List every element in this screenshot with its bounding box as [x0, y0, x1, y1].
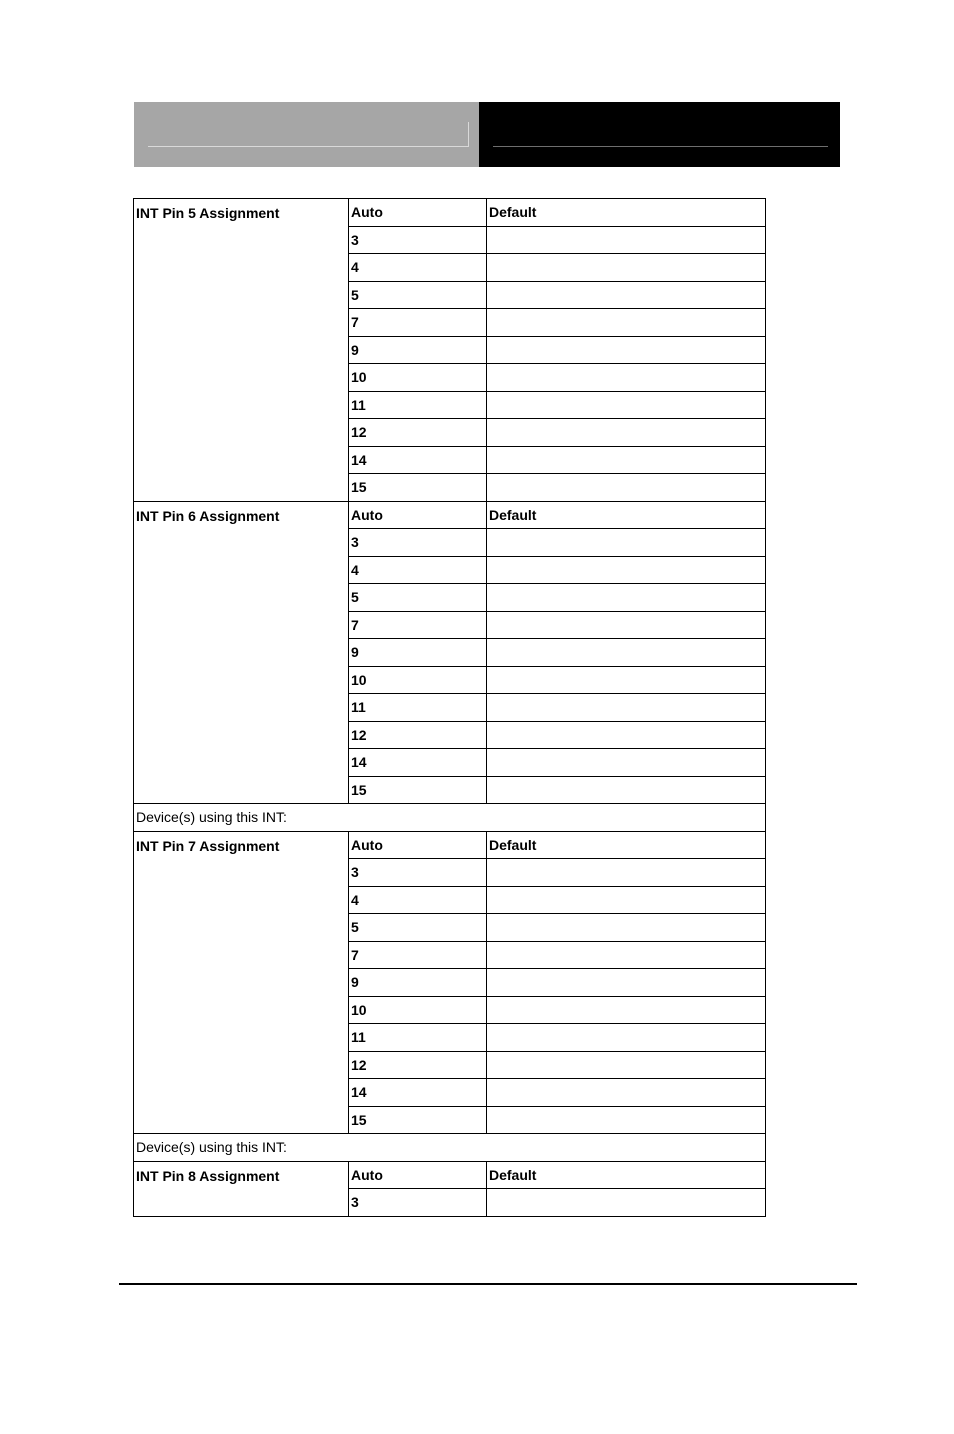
option-value: 4 [349, 254, 487, 282]
table-row [134, 199, 766, 227]
description-cell [487, 914, 766, 942]
description-cell [487, 391, 766, 419]
header-left-rule [148, 146, 469, 147]
option-value: 3 [349, 529, 487, 557]
option-value: 4 [349, 556, 487, 584]
option-value: 9 [349, 336, 487, 364]
option-value: 3 [349, 1189, 487, 1217]
header-left-band [134, 102, 479, 167]
description-cell [487, 309, 766, 337]
option-value: 14 [349, 749, 487, 777]
description-cell [487, 254, 766, 282]
option-value: 12 [349, 721, 487, 749]
option-value: 7 [349, 941, 487, 969]
default-marker: Default [487, 1161, 766, 1189]
option-value: 12 [349, 419, 487, 447]
description-cell [487, 336, 766, 364]
description-cell [487, 1189, 766, 1217]
option-value: 5 [349, 584, 487, 612]
option-value: 11 [349, 391, 487, 419]
description-cell [487, 419, 766, 447]
option-value: 15 [349, 776, 487, 804]
default-marker: Default [487, 831, 766, 859]
description-cell [487, 281, 766, 309]
header-left-tick [468, 122, 469, 147]
description-cell [487, 226, 766, 254]
description-cell [487, 694, 766, 722]
description-cell [487, 666, 766, 694]
setting-label: INT Pin 8 Assignment [134, 1161, 349, 1216]
option-value: 5 [349, 914, 487, 942]
header-right-band [479, 102, 840, 167]
description-cell [487, 721, 766, 749]
description-cell [487, 446, 766, 474]
devices-using-int-label: Device(s) using this INT: [134, 804, 766, 832]
option-value: 15 [349, 474, 487, 502]
option-value: 11 [349, 694, 487, 722]
option-value: 14 [349, 446, 487, 474]
devices-using-int-label: Device(s) using this INT: [134, 1134, 766, 1162]
setting-label: INT Pin 6 Assignment [134, 501, 349, 804]
description-cell [487, 969, 766, 997]
option-value: 10 [349, 996, 487, 1024]
option-value: 10 [349, 666, 487, 694]
description-cell [487, 1106, 766, 1134]
option-value: 14 [349, 1079, 487, 1107]
option-value: 10 [349, 364, 487, 392]
description-cell [487, 639, 766, 667]
default-marker: Default [487, 501, 766, 529]
description-cell [487, 1024, 766, 1052]
table-body [134, 199, 766, 1217]
description-cell [487, 941, 766, 969]
option-value: Auto [349, 831, 487, 859]
description-cell [487, 529, 766, 557]
int-pin-assignment-table [133, 198, 766, 1217]
description-cell [487, 584, 766, 612]
option-value: 7 [349, 611, 487, 639]
footer-rule [119, 1283, 857, 1285]
description-cell [487, 474, 766, 502]
setting-label: INT Pin 5 Assignment [134, 199, 349, 502]
option-value: Auto [349, 1161, 487, 1189]
description-cell [487, 859, 766, 887]
table-row [134, 831, 766, 859]
option-value: 5 [349, 281, 487, 309]
option-value: 12 [349, 1051, 487, 1079]
devices-row [134, 804, 766, 832]
option-value: 7 [349, 309, 487, 337]
description-cell [487, 776, 766, 804]
description-cell [487, 749, 766, 777]
option-value: 4 [349, 886, 487, 914]
description-cell [487, 1051, 766, 1079]
option-value: 3 [349, 226, 487, 254]
description-cell [487, 996, 766, 1024]
default-marker: Default [487, 199, 766, 227]
description-cell [487, 556, 766, 584]
table-row [134, 501, 766, 529]
header-right-rule [493, 146, 828, 147]
option-value: 9 [349, 969, 487, 997]
option-value: Auto [349, 501, 487, 529]
option-value: 15 [349, 1106, 487, 1134]
description-cell [487, 886, 766, 914]
setting-label: INT Pin 7 Assignment [134, 831, 349, 1134]
option-value: 11 [349, 1024, 487, 1052]
option-value: 9 [349, 639, 487, 667]
description-cell [487, 364, 766, 392]
option-value: 3 [349, 859, 487, 887]
table-row [134, 1161, 766, 1189]
option-value: Auto [349, 199, 487, 227]
description-cell [487, 1079, 766, 1107]
description-cell [487, 611, 766, 639]
devices-row [134, 1134, 766, 1162]
